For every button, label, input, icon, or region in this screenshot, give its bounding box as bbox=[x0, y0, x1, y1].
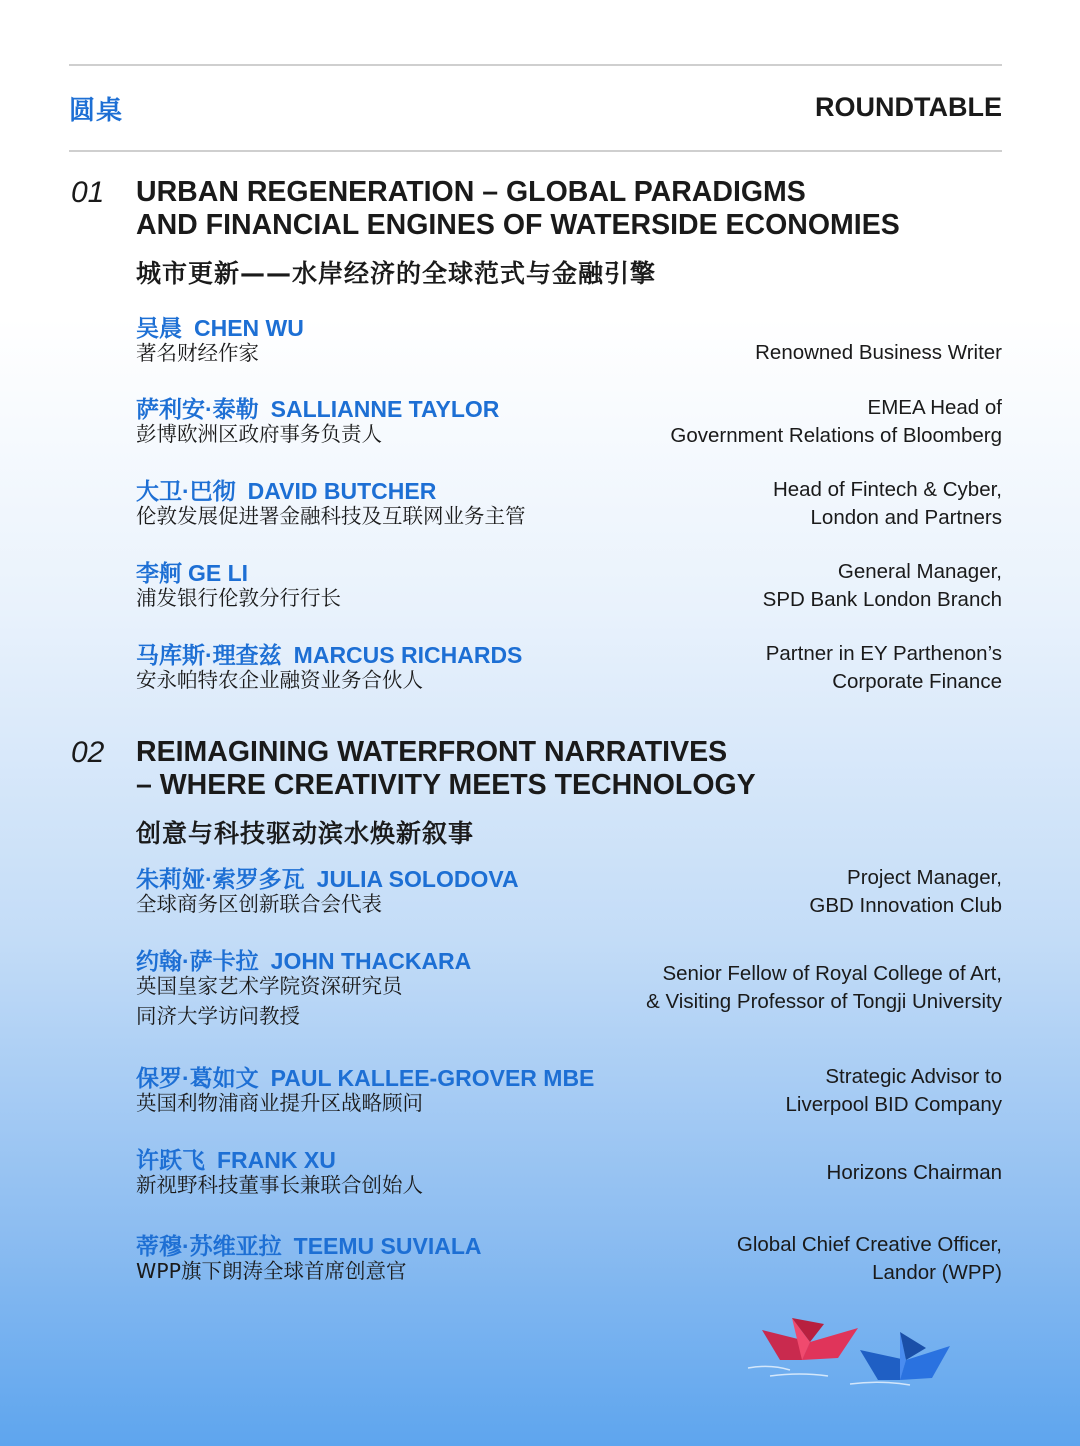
speaker-role-cn bbox=[136, 1088, 423, 1118]
header-title-cn: 圆桌 bbox=[69, 96, 124, 126]
role-en-line: SPD Bank London Branch bbox=[762, 588, 1002, 611]
section-title-line: REIMAGINING WATERFRONT NARRATIVES bbox=[136, 736, 728, 768]
section-title-cn: 创意与科技驱动滨水焕新叙事 bbox=[136, 819, 475, 848]
section-title-line: URBAN REGENERATION – GLOBAL PARADIGMS bbox=[136, 176, 806, 208]
speaker-role-en bbox=[786, 1063, 1003, 1119]
speaker-role-cn bbox=[136, 1170, 423, 1200]
speaker-name-cn: 保罗·葛如文 bbox=[136, 1065, 259, 1091]
speaker-name-cn: 李舸 bbox=[136, 560, 182, 586]
speaker-role-cn bbox=[136, 338, 259, 368]
role-cn-line: 英国利物浦商业提升区战略顾问 bbox=[136, 1091, 423, 1115]
role-cn-line: 同济大学访问教授 bbox=[136, 1004, 300, 1028]
section-number: 01 bbox=[71, 176, 105, 209]
speaker-role-cn bbox=[136, 665, 423, 695]
speaker-name-cn: 许跃飞 bbox=[136, 1147, 205, 1173]
role-en-line: Head of Fintech & Cyber, bbox=[772, 478, 1002, 501]
speaker-role-en bbox=[763, 558, 1002, 614]
red-paper-boat-icon bbox=[762, 1318, 858, 1360]
speaker-name-en: DAVID BUTCHER bbox=[247, 478, 437, 504]
section-number: 02 bbox=[71, 736, 105, 769]
speaker-name-cn: 蒂穆·苏维亚拉 bbox=[136, 1233, 282, 1259]
speaker-name-cn: 马库斯·理查兹 bbox=[136, 642, 282, 668]
section-title-en bbox=[136, 176, 996, 242]
role-cn-line: 全球商务区创新联合会代表 bbox=[136, 892, 382, 916]
speaker-name-en: GE LI bbox=[188, 560, 249, 586]
section-title-line: AND FINANCIAL ENGINES OF WATERSIDE ECONOMIES bbox=[136, 209, 900, 241]
role-en-line: EMEA Head of bbox=[867, 396, 1002, 419]
speaker-role-cn bbox=[136, 501, 526, 531]
header-divider bbox=[69, 150, 1002, 152]
role-en-line: Corporate Finance bbox=[832, 670, 1002, 693]
speaker-name-cn: 大卫·巴彻 bbox=[136, 478, 236, 504]
speaker-name-en: TEEMU SUVIALA bbox=[293, 1233, 482, 1259]
speaker-role-en bbox=[755, 339, 1002, 367]
role-cn-line: 安永帕特农企业融资业务合伙人 bbox=[136, 668, 423, 692]
role-cn-line: 新视野科技董事长兼联合创始人 bbox=[136, 1173, 423, 1197]
role-en-line: Liverpool BID Company bbox=[785, 1093, 1002, 1116]
role-cn-line: 浦发银行伦敦分行行长 bbox=[136, 586, 341, 610]
speaker-name-en: SALLIANNE TAYLOR bbox=[270, 396, 500, 422]
speaker-name-en: FRANK XU bbox=[217, 1147, 336, 1173]
role-en-line: Project Manager, bbox=[847, 866, 1002, 889]
role-cn-line: 著名财经作家 bbox=[136, 341, 259, 365]
role-cn-line: 英国皇家艺术学院资深研究员 bbox=[136, 974, 403, 998]
role-cn-line: 彭博欧洲区政府事务负责人 bbox=[136, 422, 382, 446]
speaker-role-cn bbox=[136, 583, 341, 613]
blue-paper-boat-icon bbox=[860, 1332, 950, 1380]
section-title-cn: 城市更新——水岸经济的全球范式与金融引擎 bbox=[136, 259, 657, 288]
speaker-name-en: CHEN WU bbox=[194, 315, 304, 341]
role-en-line: Strategic Advisor to bbox=[825, 1065, 1002, 1088]
role-en-line: Government Relations of Bloomberg bbox=[670, 424, 1002, 447]
speaker-role-en bbox=[737, 1231, 1002, 1287]
section-title-en bbox=[136, 736, 996, 802]
role-en-line: Landor (WPP) bbox=[872, 1261, 1002, 1284]
page-header bbox=[69, 88, 1002, 128]
speaker-name-cn: 朱莉娅·索罗多瓦 bbox=[136, 866, 305, 892]
speaker-role-en bbox=[646, 960, 1002, 1016]
top-divider bbox=[69, 64, 1002, 66]
speaker-role-cn bbox=[136, 419, 382, 449]
speaker-role-en bbox=[766, 640, 1002, 696]
role-en-line: Global Chief Creative Officer, bbox=[736, 1233, 1002, 1256]
speaker-role-en bbox=[809, 864, 1002, 920]
speaker-role-en bbox=[670, 394, 1002, 450]
role-en-line: General Manager, bbox=[837, 560, 1002, 583]
role-en-line: GBD Innovation Club bbox=[809, 894, 1002, 917]
speaker-role-cn bbox=[136, 889, 382, 919]
speaker-role-en bbox=[773, 476, 1002, 532]
speaker-name-cn: 萨利安·泰勒 bbox=[136, 396, 259, 422]
speaker-name-en: MARCUS RICHARDS bbox=[293, 642, 523, 668]
speaker-name-en: PAUL KALLEE-GROVER MBE bbox=[270, 1065, 595, 1091]
speaker-role-cn bbox=[136, 1256, 407, 1286]
role-cn-line: 伦敦发展促进署金融科技及互联网业务主管 bbox=[136, 504, 526, 528]
speaker-role-en bbox=[827, 1159, 1002, 1187]
speaker-name-en: JULIA SOLODOVA bbox=[316, 866, 519, 892]
role-en-line: & Visiting Professor of Tongji University bbox=[646, 990, 1002, 1013]
section-title-line: – WHERE CREATIVITY MEETS TECHNOLOGY bbox=[136, 769, 756, 801]
speaker-name-cn: 约翰·萨卡拉 bbox=[136, 948, 259, 974]
role-en-line: London and Partners bbox=[810, 506, 1002, 529]
speaker-role-cn bbox=[136, 971, 403, 1031]
role-en-line: Renowned Business Writer bbox=[755, 341, 1002, 364]
speaker-name-en: JOHN THACKARA bbox=[270, 948, 472, 974]
role-en-line: Horizons Chairman bbox=[826, 1161, 1002, 1184]
header-title-en: ROUNDTABLE bbox=[815, 92, 1002, 122]
role-en-line: Partner in EY Parthenon’s bbox=[765, 642, 1002, 665]
role-en-line: Senior Fellow of Royal College of Art, bbox=[662, 962, 1002, 985]
role-cn-line: WPP旗下朗涛全球首席创意官 bbox=[136, 1259, 407, 1283]
speaker-name-cn: 吴晨 bbox=[136, 315, 182, 341]
paper-boats-illustration bbox=[740, 1310, 960, 1390]
